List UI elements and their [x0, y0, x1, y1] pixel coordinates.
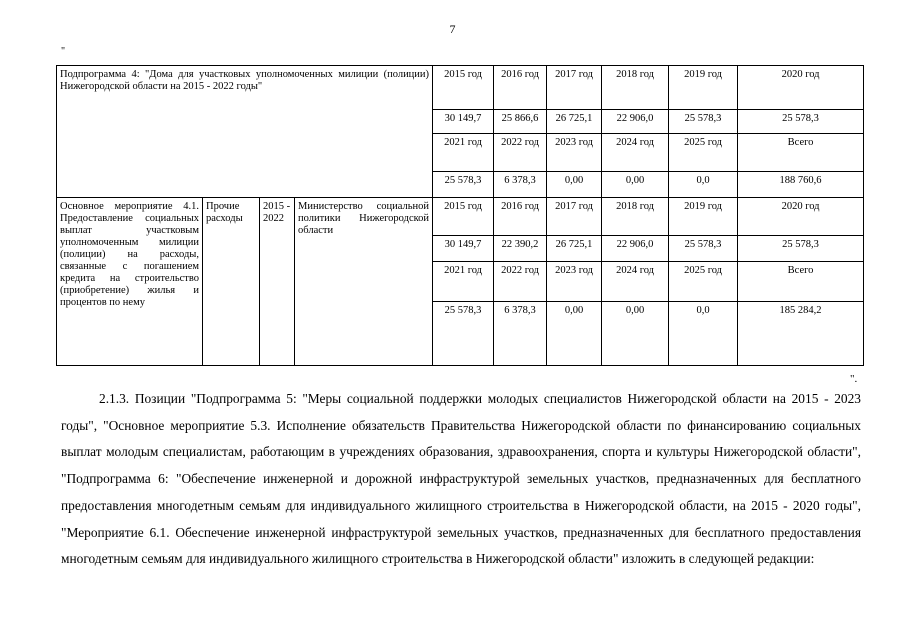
year-cell: 2021 год — [433, 262, 494, 302]
value-cell: 25 578,3 — [738, 236, 864, 262]
value-cell: 22 390,2 — [494, 236, 547, 262]
value-cell: 6 378,3 — [494, 172, 547, 198]
value-cell: 22 906,0 — [602, 236, 669, 262]
year-cell: 2016 год — [494, 198, 547, 236]
value-cell: 0,00 — [602, 302, 669, 366]
year-cell: 2025 год — [669, 134, 738, 172]
value-cell: 25 578,3 — [433, 172, 494, 198]
year-cell: 2022 год — [494, 134, 547, 172]
year-cell: 2025 год — [669, 262, 738, 302]
year-cell: 2022 год — [494, 262, 547, 302]
total-value-cell: 185 284,2 — [738, 302, 864, 366]
year-cell: 2023 год — [547, 262, 602, 302]
financing-table — [56, 65, 864, 366]
total-label-cell: Всего — [738, 262, 864, 302]
paragraph-text: 2.1.3. Позиции "Подпрограмма 5: "Меры социальной поддержки молодых специалистов Нижегородской области на 2015 - 2023 годы", "Основное мероприятие 5.3. Исполнение обязательств Правительства Нижегородской области по финансированию социальных выплат молодым специалистам, работающим в учреждениях образования, здравоохранения, спорта и культуры Нижегородской области", "Подпрограмма 6: "Обеспечение инженерной и дорожной инфраструктурой земельных участков, предназначенных для бесплатного предоставления многодетным семьям для индивидуального жилищного строительства в Нижегородской области, на 2015 - 2020 годы", "Мероприятие 6.1. Обеспечение инженерной инфраструктурой земельных участков, предназначенных для бесплатного предоставления многодетным семьям для индивидуального жилищного строительства в Нижегородской области" изложить в следующей редакции: — [61, 391, 861, 567]
value-cell: 0,0 — [669, 172, 738, 198]
value-cell: 6 378,3 — [494, 302, 547, 366]
total-value-cell: 188 760,6 — [738, 172, 864, 198]
year-cell: 2024 год — [602, 134, 669, 172]
opening-quote-mark: " — [61, 46, 66, 57]
table-row — [57, 66, 864, 110]
value-cell: 0,00 — [547, 172, 602, 198]
value-cell: 30 149,7 — [433, 110, 494, 134]
value-cell: 22 906,0 — [602, 110, 669, 134]
year-cell: 2018 год — [602, 198, 669, 236]
year-cell: 2019 год — [669, 198, 738, 236]
value-cell: 26 725,1 — [547, 110, 602, 134]
subprogram-title: Подпрограмма 4: "Дома для участковых уполномоченных милиции (полиции) Нижегородской области на 2015 - 2022 годы" — [57, 66, 433, 198]
value-cell: 0,0 — [669, 302, 738, 366]
year-cell: 2019 год — [669, 66, 738, 110]
total-label-cell: Всего — [738, 134, 864, 172]
expense-type: Прочие расходы — [203, 198, 260, 366]
year-cell: 2017 год — [547, 66, 602, 110]
year-cell: 2020 год — [738, 198, 864, 236]
year-cell: 2021 год — [433, 134, 494, 172]
value-cell: 0,00 — [602, 172, 669, 198]
year-cell: 2024 год — [602, 262, 669, 302]
year-cell: 2017 год — [547, 198, 602, 236]
closing-quote-mark: ". — [850, 373, 858, 385]
year-cell: 2015 год — [433, 198, 494, 236]
page-number: 7 — [449, 22, 456, 36]
value-cell: 30 149,7 — [433, 236, 494, 262]
year-cell: 2020 год — [738, 66, 864, 110]
year-cell: 2023 год — [547, 134, 602, 172]
executor: Министерство социальной политики Нижегородской области — [295, 198, 433, 366]
value-cell: 25 578,3 — [433, 302, 494, 366]
period: 2015 - 2022 — [260, 198, 295, 366]
measure-name: Основное мероприятие 4.1. Предоставление социальных выплат участковым уполномоченным милиции (полиции) на расходы, связанные с погашением кредита на строительство (приобретение) жилья и процентов по нему — [57, 198, 203, 366]
value-cell: 25 578,3 — [669, 236, 738, 262]
value-cell: 25 866,6 — [494, 110, 547, 134]
year-cell: 2018 год — [602, 66, 669, 110]
year-cell: 2015 год — [433, 66, 494, 110]
value-cell: 0,00 — [547, 302, 602, 366]
value-cell: 25 578,3 — [669, 110, 738, 134]
value-cell: 26 725,1 — [547, 236, 602, 262]
amendment-paragraph — [61, 386, 861, 573]
year-cell: 2016 год — [494, 66, 547, 110]
value-cell: 25 578,3 — [738, 110, 864, 134]
table-row — [57, 198, 864, 236]
